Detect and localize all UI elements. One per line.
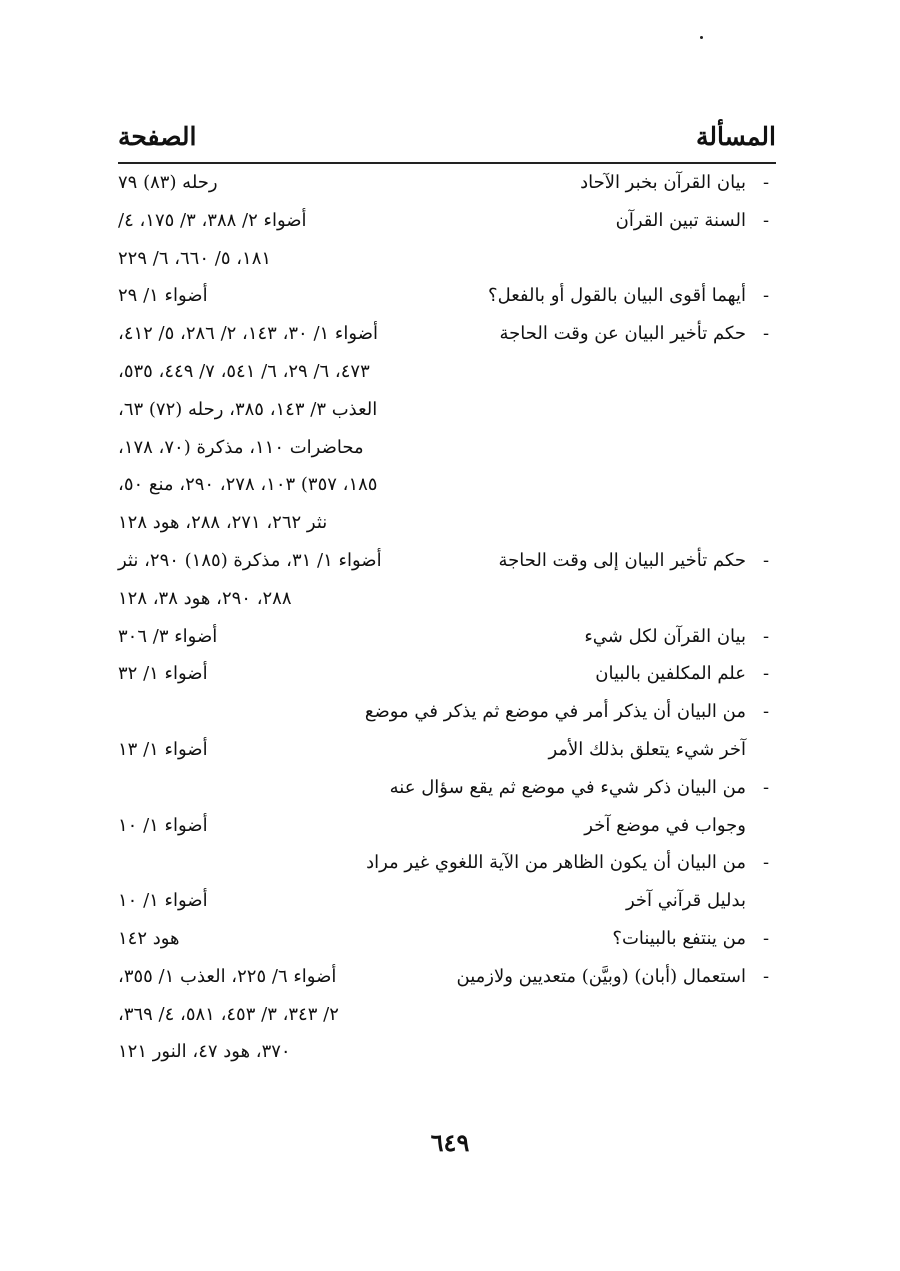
entry-dash: - xyxy=(762,965,770,987)
index-row xyxy=(118,620,776,658)
entry-references: أضواء ٢/ ٣٨٨، ٣/ ١٧٥، ٤/ xyxy=(118,209,307,231)
entry-references: العذب ٣/ ١٤٣، ٣٨٥، رحله (٧٢) ٦٣، xyxy=(118,398,378,420)
entry-references: أضواء ١/ ١٠ xyxy=(118,890,208,912)
entry-dash: - xyxy=(762,776,770,798)
entry-references: أضواء ٣/ ٣٠٦ xyxy=(118,625,218,647)
entry-references: أضواء ٦/ ٢٢٥، العذب ١/ ٣٥٥، xyxy=(118,965,337,987)
index-row xyxy=(118,922,776,960)
index-row xyxy=(118,733,776,771)
index-row xyxy=(118,317,776,355)
entry-references: أضواء ١/ ٣٢ xyxy=(118,663,208,685)
entry-topic: آخر شيء يتعلق بذلك الأمر xyxy=(548,738,746,760)
entry-topic: بيان القرآن بخبر الآحاد xyxy=(580,172,746,193)
entry-references: هود ١٤٢ xyxy=(118,927,180,949)
entry-topic: وجواب في موضع آخر xyxy=(584,814,746,836)
entry-references: أضواء ١/ ٣٠، ١٤٣، ٢/ ٢٨٦، ٥/ ٤١٢، xyxy=(118,323,378,345)
page-number: ٦٤٩ xyxy=(430,1128,470,1157)
index-row xyxy=(118,582,776,620)
index-row xyxy=(118,771,776,809)
entry-references: ٢/ ٣٤٣، ٣/ ٤٥٣، ٥٨١، ٤/ ٣٦٩، xyxy=(118,1003,339,1025)
entry-references: ٢٨٨، ٢٩٠، هود ٣٨، ١٢٨ xyxy=(118,587,292,609)
index-row xyxy=(118,695,776,733)
entry-dash: - xyxy=(762,625,770,647)
column-headers xyxy=(118,120,776,160)
stray-mark xyxy=(700,36,703,39)
entry-topic: من البيان أن يكون الظاهر من الآية اللغوي غير مراد xyxy=(366,852,746,874)
entry-dash: - xyxy=(762,927,770,949)
entry-topic: السنة تبين القرآن xyxy=(615,209,746,231)
entry-topic: استعمال (أبان) (وبيَّن) متعديين ولازمين xyxy=(456,965,746,987)
entry-topic: بدليل قرآني آخر xyxy=(625,890,746,912)
index-row xyxy=(118,355,776,393)
index-row xyxy=(118,960,776,998)
header-rule xyxy=(118,162,776,164)
entry-references: أضواء ١/ ٣١، مذكرة (١٨٥) ٢٩٠، نثر xyxy=(118,549,382,571)
topic-column-title: المسألة xyxy=(696,122,776,151)
entry-dash: - xyxy=(762,549,770,571)
entry-topic: علم المكلفين بالبيان xyxy=(595,663,746,685)
index-row xyxy=(118,884,776,922)
entry-references: رحله (٨٣) ٧٩ xyxy=(118,172,218,193)
entry-topic: حكم تأخير البيان إلى وقت الحاجة xyxy=(498,549,746,571)
entry-references: ٤٧٣، ٦/ ٢٩، ٦/ ٥٤١، ٧/ ٤٤٩، ٥٣٥، xyxy=(118,360,370,382)
entry-dash: - xyxy=(762,323,770,345)
index-row xyxy=(118,657,776,695)
entry-dash: - xyxy=(762,172,770,193)
index-row xyxy=(118,431,776,469)
entry-references: نثر ٢٦٢، ٢٧١، ٢٨٨، هود ١٢٨ xyxy=(118,512,328,534)
entry-topic: من ينتفع بالبينات؟ xyxy=(612,927,746,949)
index-row xyxy=(118,393,776,431)
entry-dash: - xyxy=(762,852,770,874)
page-column-title: الصفحة xyxy=(118,122,197,151)
entry-dash: - xyxy=(762,701,770,723)
entry-topic: من البيان ذكر شيء في موضع ثم يقع سؤال عنه xyxy=(389,776,746,798)
entry-topic: حكم تأخير البيان عن وقت الحاجة xyxy=(499,323,746,345)
index-row xyxy=(118,242,776,280)
entry-dash: - xyxy=(762,285,770,307)
index-row xyxy=(118,279,776,317)
index-row xyxy=(118,544,776,582)
entry-references: أضواء ١/ ١٣ xyxy=(118,738,208,760)
index-row xyxy=(118,998,776,1036)
entry-topic: بيان القرآن لكل شيء xyxy=(584,625,746,647)
index-row xyxy=(118,846,776,884)
entry-topic: من البيان أن يذكر أمر في موضع ثم يذكر في موضع xyxy=(364,701,746,723)
entry-references: ٣٧٠، هود ٤٧، النور ١٢١ xyxy=(118,1041,291,1063)
entry-dash: - xyxy=(762,663,770,685)
index-row xyxy=(118,166,776,204)
index-entries xyxy=(118,166,776,1073)
index-row xyxy=(118,809,776,847)
entry-references: أضواء ١/ ٢٩ xyxy=(118,285,208,307)
index-row xyxy=(118,506,776,544)
entry-dash: - xyxy=(762,209,770,231)
index-row xyxy=(118,204,776,242)
index-row xyxy=(118,468,776,506)
entry-references: ١٨١، ٥/ ٦٦٠، ٦/ ٢٢٩ xyxy=(118,247,272,269)
entry-references: ١٨٥، ٣٥٧) ١٠٣، ٢٧٨، ٢٩٠، منع ٥٠، xyxy=(118,474,378,496)
index-row xyxy=(118,1035,776,1073)
entry-topic: أيهما أقوى البيان بالقول أو بالفعل؟ xyxy=(488,285,746,307)
entry-references: أضواء ١/ ١٠ xyxy=(118,814,208,836)
entry-references: محاضرات ١١٠، مذكرة (٧٠، ١٧٨، xyxy=(118,436,364,458)
